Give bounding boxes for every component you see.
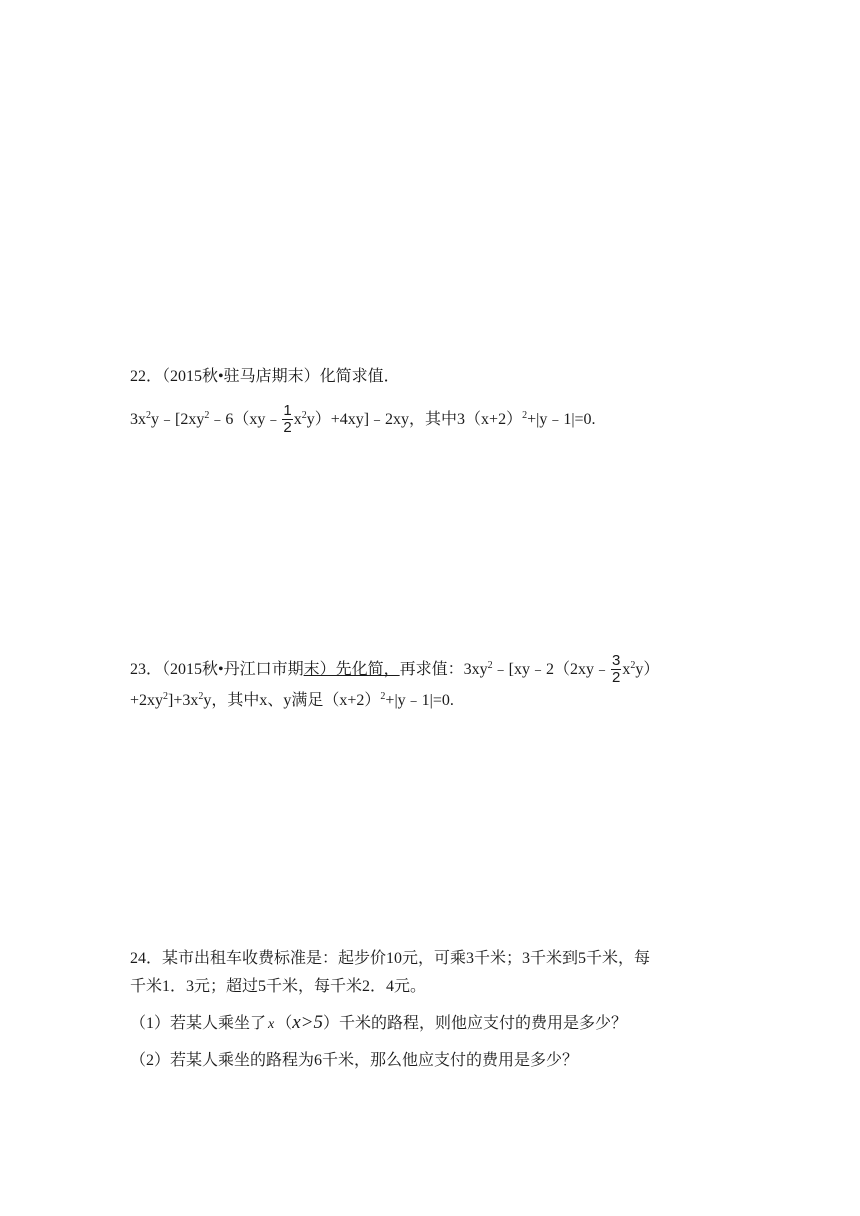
q23-prefix: 23．（2015秋•丹江口市期 bbox=[130, 661, 304, 679]
exponent: 2 bbox=[630, 660, 636, 672]
expr-part: +|y﹣1|=0. bbox=[385, 692, 454, 709]
exponent: 2 bbox=[198, 691, 204, 702]
q24-part-1 bbox=[130, 1013, 627, 1035]
fraction bbox=[282, 403, 292, 436]
fraction-denominator: 2 bbox=[283, 419, 292, 436]
expr-part: y，其中x、y满足（x+2） bbox=[203, 692, 381, 709]
expr-part: y） bbox=[635, 661, 660, 679]
expr-part: ﹣[xy﹣2（2xy﹣ bbox=[492, 661, 610, 679]
expr-part: y）+4xy]﹣2xy，其中3（x+2） bbox=[306, 411, 523, 429]
expr-part: y﹣[2xy bbox=[151, 411, 205, 429]
part-text: 千米的路程，则他应支付的费用是多少？ bbox=[339, 1015, 628, 1032]
q22-expression bbox=[130, 404, 596, 437]
q24-line-2: 千米1．3元；超过5千米，每千米2．4元。 bbox=[130, 978, 427, 995]
exponent: 2 bbox=[204, 410, 210, 422]
variable-x: x bbox=[268, 1017, 275, 1032]
fraction-denominator: 2 bbox=[611, 669, 621, 686]
q22-title: 22．（2015秋•驻马店期末）化简求值． bbox=[130, 368, 400, 385]
q24-part-2: （2）若某人乘坐的路程为6千米，那么他应支付的费用是多少？ bbox=[130, 1052, 579, 1069]
paren-open: （ bbox=[276, 1015, 293, 1032]
q24-line-1: 24．某市出租车收费标准是：起步价10元，可乘3千米；3千米到5千米，每 bbox=[130, 950, 651, 967]
exponent: 2 bbox=[380, 691, 386, 702]
exponent: 2 bbox=[146, 410, 151, 422]
exponent: 2 bbox=[163, 691, 169, 702]
expr-part: 3x bbox=[130, 411, 146, 429]
q23-underlined-text: 末）先化简， bbox=[303, 661, 400, 679]
expr-part: x bbox=[622, 661, 631, 679]
paren-close: ） bbox=[323, 1015, 340, 1032]
exponent: 2 bbox=[301, 410, 307, 422]
expr-part: x bbox=[293, 411, 302, 429]
expr-part: +2xy bbox=[130, 692, 164, 709]
expr-part: ]+3x bbox=[168, 692, 199, 709]
inequality: x>5 bbox=[292, 1012, 324, 1033]
fraction bbox=[611, 653, 621, 686]
part-text: （1）若某人乘坐了 bbox=[130, 1015, 267, 1032]
exponent: 2 bbox=[487, 660, 493, 672]
expr-part: ﹣6（xy﹣ bbox=[209, 411, 282, 429]
expr-part: +|y﹣1|=0. bbox=[527, 411, 596, 429]
fraction-numerator: 1 bbox=[283, 402, 292, 419]
fraction-numerator: 3 bbox=[611, 652, 621, 669]
expr-part: 再求值：3xy bbox=[399, 661, 488, 679]
q23-line-2 bbox=[130, 691, 454, 711]
exponent: 2 bbox=[522, 410, 528, 422]
q23-line-1 bbox=[130, 654, 659, 687]
